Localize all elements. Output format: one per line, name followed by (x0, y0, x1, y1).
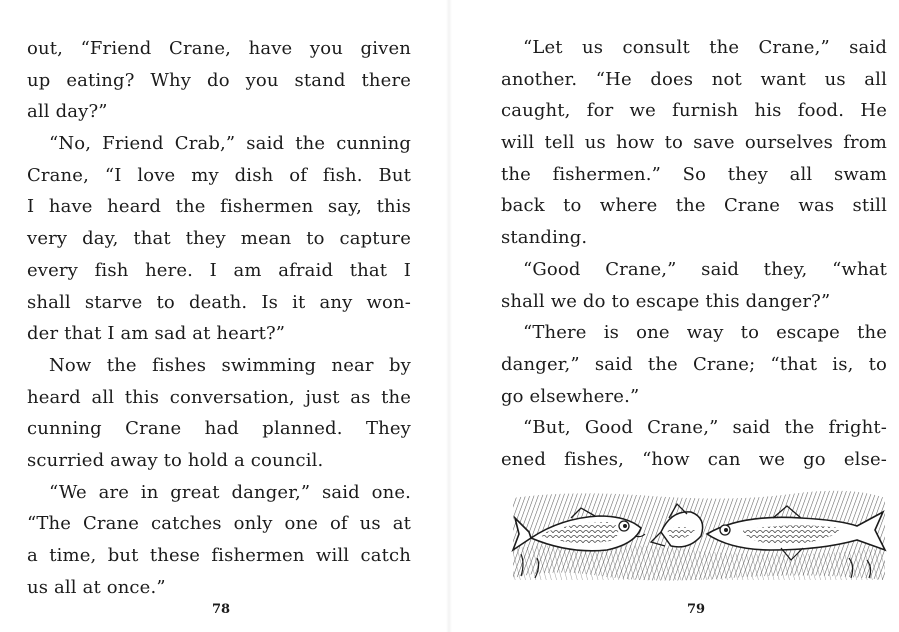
text-line: a time, but these fishermen will catch (27, 545, 411, 566)
left-page-text (27, 33, 411, 603)
text-line: caught, for we furnish his food. He (501, 100, 887, 122)
text-line: scurried away to hold a council. (27, 449, 324, 471)
text-line: very day, that they mean to capture (27, 228, 411, 250)
text-line: go elsewhere.” (501, 385, 640, 407)
page-number-right: 79 (687, 602, 706, 617)
text-line: Now the fishes swimming near by (49, 354, 411, 376)
text-line: standing. (501, 227, 588, 249)
text-line: out, “Friend Crane, have you given (27, 38, 411, 59)
text-line: “No, Friend Crab,” said the cunning (49, 133, 411, 155)
fishes-illustration (511, 488, 887, 584)
text-line: “Good Crane,” said they, “what (523, 258, 887, 280)
text-line: another. “He does not want us all (501, 68, 887, 90)
text-line: back to where the Crane was still (501, 195, 887, 217)
text-line: every fish here. I am afraid that I (27, 259, 411, 281)
text-line: us all at once.” (27, 576, 166, 598)
text-line: all day?” (27, 101, 108, 123)
right-page (449, 0, 899, 632)
text-line: “We are in great danger,” said one. (49, 481, 411, 503)
text-line: I have heard the fishermen say, this (27, 196, 411, 218)
text-line: “But, Good Crane,” said the fright- (523, 417, 887, 439)
page-number-left: 78 (212, 602, 231, 617)
text-line: Crane, “I love my dish of fish. But (27, 164, 411, 186)
text-line: der that I am sad at heart?” (27, 323, 286, 345)
fishes-engraving-image (511, 488, 887, 584)
text-line: “There is one way to escape the (523, 322, 887, 344)
text-line: the fishermen.” So they all swam (501, 163, 887, 185)
right-page-text (501, 32, 887, 476)
text-line: up eating? Why do you stand there (27, 69, 411, 91)
text-line: cunning Crane had planned. They (27, 418, 411, 440)
text-line: shall we do to escape this danger?” (501, 290, 831, 312)
text-line: ened fishes, “how can we go else- (501, 448, 887, 470)
left-page (0, 0, 449, 632)
text-line: will tell us how to save ourselves from (501, 132, 887, 154)
text-line: “Let us consult the Crane,” said (523, 37, 887, 58)
text-line: “The Crane catches only one of us at (27, 513, 411, 535)
text-line: heard all this conversation, just as the (27, 386, 411, 408)
text-line: danger,” said the Crane; “that is, to (501, 353, 887, 375)
text-line: shall starve to death. Is it any won- (27, 291, 411, 313)
